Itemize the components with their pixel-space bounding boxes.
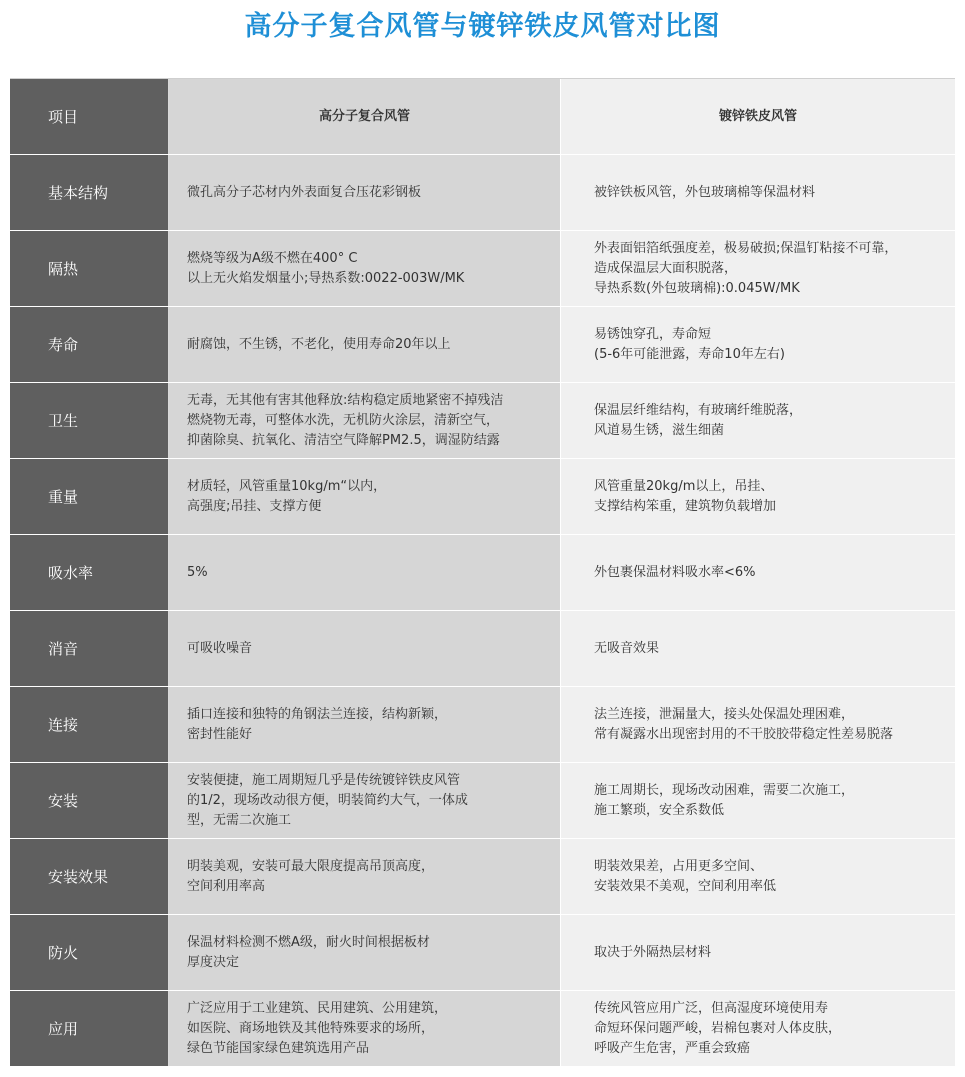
- comparison-table: [10, 78, 955, 1066]
- table-row: [10, 991, 955, 1066]
- galvanized-duct-cell: 外包裹保温材料吸水率<6%: [561, 535, 955, 610]
- table-row: [10, 459, 955, 535]
- galvanized-duct-cell: 法兰连接，泄漏量大，接头处保温处理困难， 常有凝露水出现密封用的不干胶胶带稳定性差易脱落: [561, 687, 955, 762]
- polymer-duct-cell: 保温材料检测不燃A级，耐火时间根据板材 厚度决定: [169, 915, 561, 990]
- table-row: [10, 535, 955, 611]
- row-label: 安装效果: [10, 839, 169, 914]
- table-row: [10, 307, 955, 383]
- galvanized-duct-cell: 外表面铝箔纸强度差，极易破损;保温钉粘接不可靠， 造成保温层大面积脱落， 导热系数(外包玻璃棉):0.045W/MK: [561, 231, 955, 306]
- table-row: [10, 155, 955, 231]
- polymer-duct-cell: 5%: [169, 535, 561, 610]
- row-label: 消音: [10, 611, 169, 686]
- header-polymer-duct: 高分子复合风管: [169, 79, 561, 154]
- polymer-duct-cell: 安装便捷，施工周期短几乎是传统镀锌铁皮风管 的1/2，现场改动很方便，明装简约大气，一体成 型，无需二次施工: [169, 763, 561, 838]
- galvanized-duct-cell: 被锌铁板风管，外包玻璃棉等保温材料: [561, 155, 955, 230]
- galvanized-duct-cell: 取决于外隔热层材料: [561, 915, 955, 990]
- row-label: 寿命: [10, 307, 169, 382]
- polymer-duct-cell: 微孔高分子芯材内外表面复合压花彩钢板: [169, 155, 561, 230]
- table-row: [10, 763, 955, 839]
- polymer-duct-cell: 材质轻，风管重量10kg/m“以内， 高强度;吊挂、支撑方便: [169, 459, 561, 534]
- row-label: 隔热: [10, 231, 169, 306]
- row-label: 卫生: [10, 383, 169, 458]
- galvanized-duct-cell: 传统风管应用广泛，但高湿度环境使用寿 命短环保问题严峻，岩棉包裹对人体皮肤， 呼吸产生危害，严重会致癌: [561, 991, 955, 1066]
- table-row: [10, 687, 955, 763]
- row-label: 应用: [10, 991, 169, 1066]
- polymer-duct-cell: 耐腐蚀，不生锈，不老化，使用寿命20年以上: [169, 307, 561, 382]
- galvanized-duct-cell: 无吸音效果: [561, 611, 955, 686]
- table-row: [10, 383, 955, 459]
- table-row: [10, 915, 955, 991]
- row-label: 重量: [10, 459, 169, 534]
- galvanized-duct-cell: 明装效果差，占用更多空间、 安装效果不美观，空间利用率低: [561, 839, 955, 914]
- polymer-duct-cell: 插口连接和独特的角钢法兰连接，结构新颖， 密封性能好: [169, 687, 561, 762]
- header-galvanized-duct: 镀锌铁皮风管: [561, 79, 955, 154]
- polymer-duct-cell: 可吸收噪音: [169, 611, 561, 686]
- polymer-duct-cell: 无毒，无其他有害其他释放:结构稳定质地紧密不掉残洁 燃烧物无毒，可整体水洗，无机防火涂层，清新空气， 抑菌除臭、抗氧化、清洁空气降解PM2.5，调湿防结露: [169, 383, 561, 458]
- table-row: [10, 839, 955, 915]
- table-header-row: [10, 79, 955, 155]
- page-title: 高分子复合风管与镀锌铁皮风管对比图: [244, 11, 721, 42]
- galvanized-duct-cell: 风管重量20kg/m以上，吊挂、 支撑结构笨重，建筑物负载增加: [561, 459, 955, 534]
- table-row: [10, 231, 955, 307]
- polymer-duct-cell: 燃烧等级为A级不燃在400° C 以上无火焰发烟量小;导热系数:0022-003W/MK: [169, 231, 561, 306]
- galvanized-duct-cell: 易锈蚀穿孔，寿命短 (5-6年可能泄露，寿命10年左右): [561, 307, 955, 382]
- row-label: 连接: [10, 687, 169, 762]
- row-label: 安装: [10, 763, 169, 838]
- galvanized-duct-cell: 施工周期长，现场改动困难，需要二次施工， 施工繁琐，安全系数低: [561, 763, 955, 838]
- header-item: 项目: [10, 79, 169, 154]
- galvanized-duct-cell: 保温层纤维结构，有玻璃纤维脱落， 风道易生锈，滋生细菌: [561, 383, 955, 458]
- row-label: 防火: [10, 915, 169, 990]
- polymer-duct-cell: 广泛应用于工业建筑、民用建筑、公用建筑， 如医院、商场地铁及其他特殊要求的场所， 绿色节能国家绿色建筑选用产品: [169, 991, 561, 1066]
- row-label: 基本结构: [10, 155, 169, 230]
- row-label: 吸水率: [10, 535, 169, 610]
- table-row: [10, 611, 955, 687]
- polymer-duct-cell: 明装美观，安装可最大限度提高吊顶高度， 空间利用率高: [169, 839, 561, 914]
